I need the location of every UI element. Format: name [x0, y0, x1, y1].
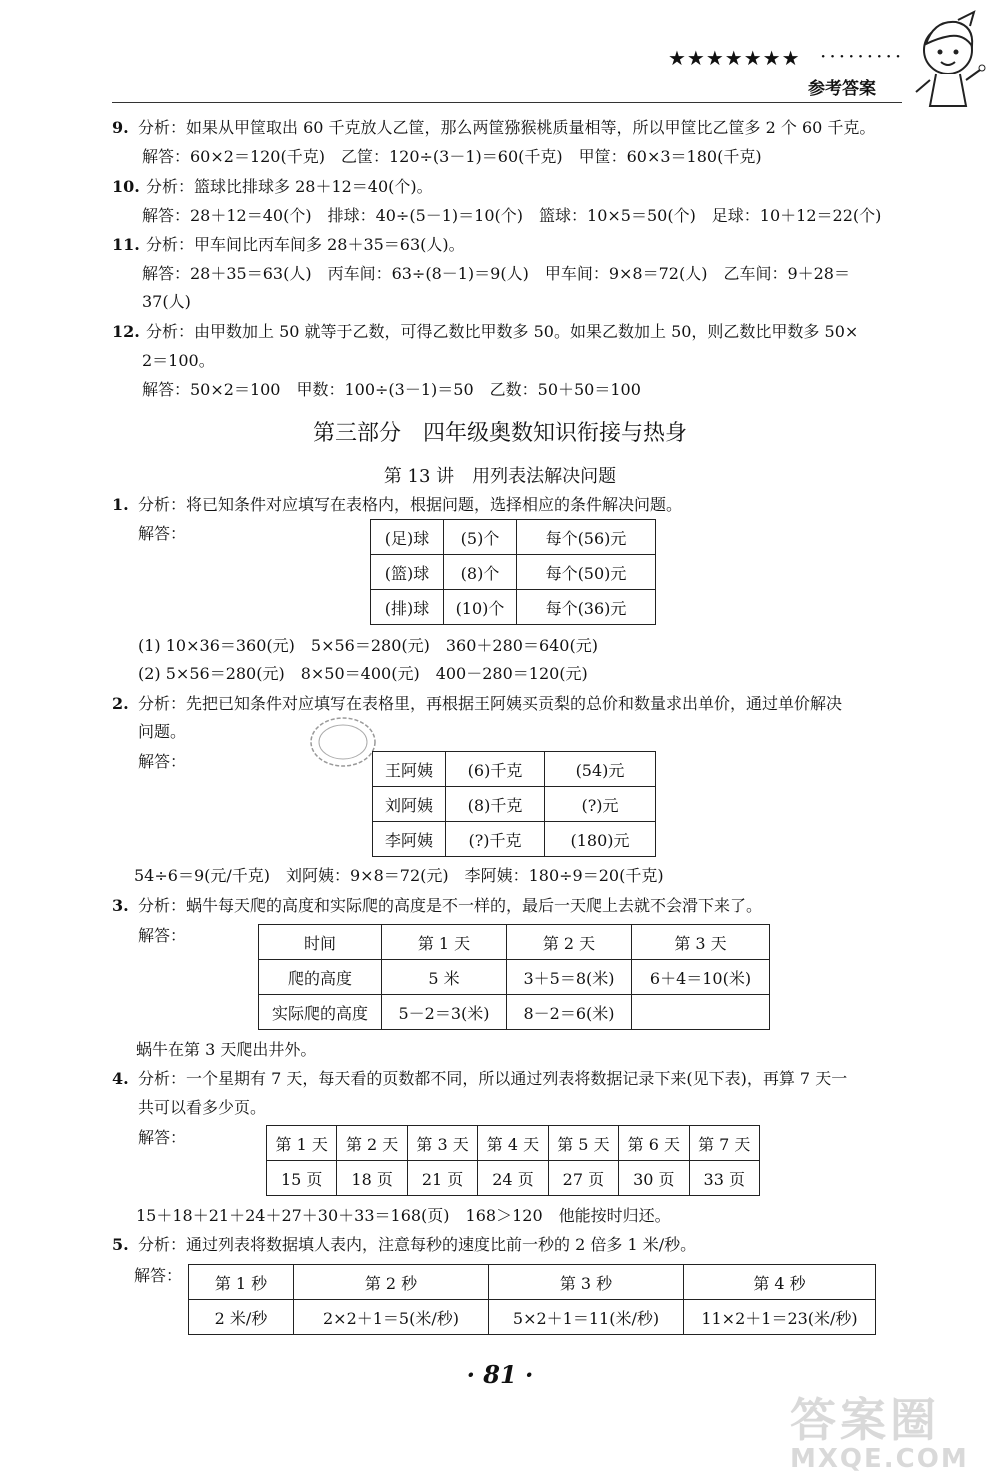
table-cell: 实际爬的高度	[259, 995, 382, 1030]
table-cell: 24 页	[478, 1161, 548, 1196]
p3-analysis: 分析：蜗牛每天爬的高度和实际爬的高度是不一样的，最后一天爬上去就不会滑下来了。	[138, 896, 763, 915]
table-cell: 第 3 天	[407, 1126, 477, 1161]
table-cell: 第 1 秒	[189, 1265, 294, 1300]
p3-line1: 蜗牛在第 3 天爬出井外。	[136, 1040, 317, 1059]
q9-analysis: 分析：如果从甲筐取出 60 千克放人乙筐，那么两筐猕猴桃质量相等，所以甲筐比乙筐多 2 个 60 千克。	[138, 118, 876, 137]
p2-answer-label: 解答：	[138, 752, 187, 771]
table-cell: 第 3 秒	[489, 1265, 684, 1300]
table-cell: 15 页	[267, 1161, 337, 1196]
p4-number: 4.	[112, 1069, 129, 1088]
q10-answer: 解答：28＋12＝40(个) 排球：40÷(5－1)＝10(个) 篮球：10×5＝50(个) 足球：10＋12＝22(个)	[142, 206, 882, 225]
q12-analysis-line1: 分析：由甲数加上 50 就等于乙数，可得乙数比甲数多 50。如果乙数加上 50，则乙数比甲数多 50×	[146, 322, 859, 341]
q9-answer: 解答：60×2＝120(千克) 乙筐：120÷(3－1)＝60(千克) 甲筐：60×3＝180(千克)	[142, 147, 762, 166]
table-cell: 第 1 天	[267, 1126, 337, 1161]
table-cell: (54)元	[545, 752, 656, 787]
p3-table	[258, 924, 770, 1030]
table-cell: (8)千克	[446, 787, 545, 822]
table-cell: 刘阿姨	[373, 787, 446, 822]
q10-number: 10.	[112, 177, 140, 196]
table-cell: 18 页	[337, 1161, 407, 1196]
stamp-icon	[306, 712, 380, 772]
p3-answer-label: 解答：	[138, 926, 187, 945]
table-cell: (5)个	[444, 520, 517, 555]
watermark	[790, 1395, 969, 1473]
table-cell: (?)千克	[446, 822, 545, 857]
table-cell: 第 2 秒	[294, 1265, 489, 1300]
q9-number: 9.	[112, 118, 129, 137]
table-cell: (足)球	[371, 520, 444, 555]
table-cell: 第 2 天	[507, 925, 632, 960]
table-cell: 第 4 秒	[684, 1265, 876, 1300]
p5-analysis: 分析：通过列表将数据填人表内，注意每秒的速度比前一秒的 2 倍多 1 米/秒。	[138, 1235, 697, 1254]
p5-number: 5.	[112, 1235, 129, 1254]
table-cell: (?)元	[545, 787, 656, 822]
table-cell: (排)球	[371, 590, 444, 625]
lecture-title: 第 13 讲 用列表法解决问题	[383, 466, 617, 487]
table-cell: (180)元	[545, 822, 656, 857]
p4-analysis-line1: 分析：一个星期有 7 天，每天看的页数都不同，所以通过列表将数据记录下来(见下表)，再算 7 天一	[138, 1069, 848, 1088]
q10-analysis: 分析：篮球比排球多 28＋12＝40(个)。	[146, 177, 433, 196]
p2-analysis-line1: 分析：先把已知条件对应填写在表格里，再根据王阿姨买贡梨的总价和数量求出单价，通过单价解决	[138, 694, 843, 713]
table-cell: 33 页	[689, 1161, 759, 1196]
p1-answer-label: 解答：	[138, 524, 187, 543]
p4-line1: 15＋18＋21＋24＋27＋30＋33＝168(页) 168＞120 他能按时归还。	[136, 1206, 671, 1225]
p4-table	[266, 1125, 760, 1196]
header-label: 参考答案	[808, 79, 876, 99]
table-cell: 李阿姨	[373, 822, 446, 857]
table-cell: 每个(50)元	[517, 555, 656, 590]
table-cell: 11×2＋1＝23(米/秒)	[684, 1300, 876, 1335]
table-cell: 第 2 天	[337, 1126, 407, 1161]
header-dots: ·········	[820, 44, 905, 68]
p2-analysis-line2: 问题。	[138, 722, 187, 741]
table-cell: 第 3 天	[632, 925, 770, 960]
table-cell: 第 7 天	[689, 1126, 759, 1161]
p1-number: 1.	[112, 495, 129, 514]
table-cell: 27 页	[548, 1161, 618, 1196]
q12-number: 12.	[112, 322, 140, 341]
p4-answer-label: 解答：	[138, 1128, 187, 1147]
header-rule	[112, 102, 902, 103]
q11-number: 11.	[112, 235, 140, 254]
table-cell: 2 米/秒	[189, 1300, 294, 1335]
table-cell: 2×2＋1＝5(米/秒)	[294, 1300, 489, 1335]
table-cell: 第 4 天	[478, 1126, 548, 1161]
p2-table	[372, 751, 656, 857]
q11-answer-line2: 37(人)	[142, 292, 191, 311]
table-cell: (篮)球	[371, 555, 444, 590]
cartoon-girl-icon	[908, 8, 988, 114]
q11-analysis: 分析：甲车间比丙车间多 28＋35＝63(人)。	[146, 235, 465, 254]
table-cell: 第 1 天	[382, 925, 507, 960]
p4-analysis-line2: 共可以看多少页。	[138, 1098, 267, 1117]
table-cell: 第 5 天	[548, 1126, 618, 1161]
watermark-title: 答案圈	[790, 1393, 940, 1447]
table-cell: 5 米	[382, 960, 507, 995]
table-cell: 30 页	[619, 1161, 689, 1196]
q12-analysis-line2: 2＝100。	[142, 351, 215, 370]
table-cell: 每个(36)元	[517, 590, 656, 625]
table-cell: 21 页	[407, 1161, 477, 1196]
table-cell: 5－2＝3(米)	[382, 995, 507, 1030]
p1-table	[370, 519, 656, 625]
q12-answer: 解答：50×2＝100 甲数：100÷(3－1)＝50 乙数：50＋50＝100	[142, 380, 641, 399]
p5-answer-label: 解答：	[134, 1266, 183, 1285]
page-number: · 81 ·	[466, 1360, 534, 1389]
table-cell: 第 6 天	[619, 1126, 689, 1161]
p2-number: 2.	[112, 694, 129, 713]
p1-line1: (1) 10×36＝360(元) 5×56＝280(元) 360＋280＝640(元)	[138, 636, 598, 655]
table-cell	[632, 995, 770, 1030]
table-cell: (6)千克	[446, 752, 545, 787]
table-cell: (8)个	[444, 555, 517, 590]
table-cell: 时间	[259, 925, 382, 960]
section-title: 第三部分 四年级奥数知识衔接与热身	[312, 421, 687, 446]
p3-number: 3.	[112, 896, 129, 915]
rating-stars: ★★★★★★★	[668, 46, 801, 70]
watermark-domain: MXQE.COM	[790, 1444, 969, 1474]
table-cell: 3＋5＝8(米)	[507, 960, 632, 995]
p1-line2: (2) 5×56＝280(元) 8×50＝400(元) 400－280＝120(元)	[138, 664, 588, 683]
table-cell: 王阿姨	[373, 752, 446, 787]
p2-line1: 54÷6＝9(元/千克) 刘阿姨：9×8＝72(元) 李阿姨：180÷9＝20(千克)	[134, 866, 664, 885]
table-cell: 爬的高度	[259, 960, 382, 995]
table-cell: 每个(56)元	[517, 520, 656, 555]
table-cell: (10)个	[444, 590, 517, 625]
table-cell: 6＋4＝10(米)	[632, 960, 770, 995]
p1-analysis: 分析：将已知条件对应填写在表格内，根据问题，选择相应的条件解决问题。	[138, 495, 683, 514]
table-cell: 8－2＝6(米)	[507, 995, 632, 1030]
p5-table	[188, 1264, 876, 1335]
table-cell: 5×2＋1＝11(米/秒)	[489, 1300, 684, 1335]
q11-answer-line1: 解答：28＋35＝63(人) 丙车间：63÷(8－1)＝9(人) 甲车间：9×8＝72(人) 乙车间：9＋28＝	[142, 264, 850, 283]
